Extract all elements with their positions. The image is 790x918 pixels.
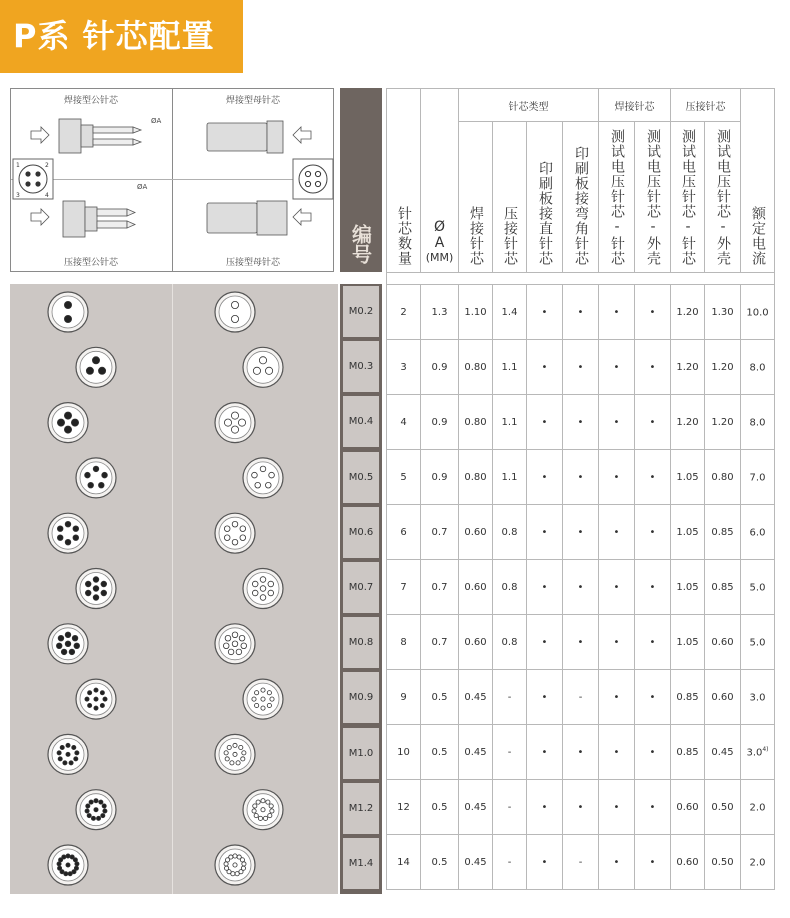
cell-pcb-straight: • xyxy=(527,725,563,780)
male-face-icon xyxy=(76,790,116,830)
header-dia-symbol: Ø xyxy=(433,219,446,235)
cell-solder-pin: 0.80 xyxy=(459,395,493,450)
cell-diameter: 0.5 xyxy=(421,780,459,835)
dim-a-label-2: ØA xyxy=(137,183,148,191)
cell-pin-count: 10 xyxy=(387,725,421,780)
cell-test-pin-shell: • xyxy=(635,285,671,340)
cell-diameter: 0.7 xyxy=(421,505,459,560)
header-current: 额定电流 xyxy=(750,206,766,266)
table-row xyxy=(387,285,775,340)
cell-rated-current: 5.0 xyxy=(741,560,775,615)
cell-rated-current: 8.0 xyxy=(741,340,775,395)
cell-pin-count: 14 xyxy=(387,835,421,890)
cell-solder-pin: 0.60 xyxy=(459,560,493,615)
cell-pcb-straight: • xyxy=(527,670,563,725)
code-header-label: 编号 xyxy=(348,224,373,264)
cell-pin-count: 4 xyxy=(387,395,421,450)
cell-test-pin-shell-c: 0.85 xyxy=(705,505,741,560)
male-face-icon xyxy=(76,458,116,498)
cell-test-pin-shell-c: 0.85 xyxy=(705,560,741,615)
cell-test-pin-pin-c: 0.85 xyxy=(671,725,705,780)
header-test-pin-shell: 测试电压针芯-外壳 xyxy=(645,129,661,266)
header-crimp: 压接针芯 xyxy=(502,206,518,266)
header-test-pin-shell-c: 测试电压针芯-外壳 xyxy=(715,129,731,266)
cell-test-pin-shell: • xyxy=(635,835,671,890)
cell-pcb-straight: • xyxy=(527,780,563,835)
male-face-icon xyxy=(48,403,88,443)
male-face-icon xyxy=(48,513,88,553)
cell-diameter: 0.5 xyxy=(421,835,459,890)
cell-test-pin-pin: • xyxy=(599,505,635,560)
cell-test-pin-pin: • xyxy=(599,835,635,890)
female-face-icon xyxy=(243,569,283,609)
cell-test-pin-pin-c: 0.85 xyxy=(671,670,705,725)
cell-pin-count: 2 xyxy=(387,285,421,340)
cell-test-pin-pin: • xyxy=(599,340,635,395)
cell-test-pin-shell: • xyxy=(635,670,671,725)
male-face-icon xyxy=(76,679,116,719)
cell-solder-pin: 0.45 xyxy=(459,780,493,835)
table-row xyxy=(387,670,775,725)
female-face-icon xyxy=(215,403,255,443)
header-pcb-angle: 印刷板接弯角针芯 xyxy=(573,146,589,266)
header-test-pin-pin: 测试电压针芯-针芯 xyxy=(609,129,625,266)
male-face-icon xyxy=(48,734,88,774)
cell-test-pin-shell-c: 0.60 xyxy=(705,670,741,725)
cell-test-pin-pin: • xyxy=(599,670,635,725)
header-pcb-straight: 印刷板接直针芯 xyxy=(537,161,553,266)
cell-pcb-angle: - xyxy=(563,835,599,890)
header-test-pin-pin-c: 测试电压针芯-针芯 xyxy=(680,129,696,266)
code-cell: M0.7 xyxy=(343,562,379,613)
code-header xyxy=(340,88,382,272)
footnote-mark: 4) xyxy=(762,745,769,753)
cell-diameter: 1.3 xyxy=(421,285,459,340)
cell-crimp-pin: - xyxy=(493,725,527,780)
female-face-icon xyxy=(243,790,283,830)
female-face-icon xyxy=(215,513,255,553)
cell-test-pin-pin: • xyxy=(599,725,635,780)
code-cell: M0.8 xyxy=(343,617,379,668)
cell-pcb-straight: • xyxy=(527,560,563,615)
cell-pcb-angle: • xyxy=(563,560,599,615)
cell-crimp-pin: - xyxy=(493,670,527,725)
cell-test-pin-pin: • xyxy=(599,615,635,670)
cell-crimp-pin: 0.8 xyxy=(493,615,527,670)
pin-number: 3 xyxy=(16,192,20,199)
cell-test-pin-shell-c: 0.45 xyxy=(705,725,741,780)
table-row xyxy=(387,725,775,780)
header-solder: 焊接针芯 xyxy=(468,206,484,266)
cell-test-pin-pin: • xyxy=(599,285,635,340)
cell-pcb-straight: • xyxy=(527,395,563,450)
female-face-icon xyxy=(243,458,283,498)
cell-solder-pin: 0.80 xyxy=(459,340,493,395)
cell-solder-pin: 0.60 xyxy=(459,615,493,670)
cell-pcb-straight: • xyxy=(527,450,563,505)
cell-diameter: 0.7 xyxy=(421,615,459,670)
cell-solder-pin: 0.45 xyxy=(459,670,493,725)
table-row xyxy=(387,340,775,395)
label-solder-female: 焊接型母针芯 xyxy=(225,96,280,106)
table-row xyxy=(387,615,775,670)
cell-solder-pin: 0.45 xyxy=(459,725,493,780)
cell-diameter: 0.5 xyxy=(421,725,459,780)
cell-test-pin-shell: • xyxy=(635,560,671,615)
cell-pin-count: 9 xyxy=(387,670,421,725)
cell-rated-current: 5.0 xyxy=(741,615,775,670)
cell-pcb-angle: • xyxy=(563,285,599,340)
cell-test-pin-shell: • xyxy=(635,615,671,670)
cell-solder-pin: 0.80 xyxy=(459,450,493,505)
connector-drawing xyxy=(11,89,335,273)
connector-illustration xyxy=(10,88,334,272)
female-face-icon xyxy=(215,734,255,774)
cell-test-pin-pin-c: 1.05 xyxy=(671,505,705,560)
cell-test-pin-pin-c: 1.20 xyxy=(671,340,705,395)
cell-rated-current: 8.0 xyxy=(741,395,775,450)
female-face-icon xyxy=(215,624,255,664)
table-row xyxy=(387,450,775,505)
cell-pcb-angle: • xyxy=(563,395,599,450)
connector-faces-panel xyxy=(10,284,338,894)
cell-rated-current: 2.0 xyxy=(741,835,775,890)
code-cell: M1.4 xyxy=(343,838,379,889)
table-row xyxy=(387,560,775,615)
cell-test-pin-pin-c: 1.05 xyxy=(671,615,705,670)
cell-test-pin-shell: • xyxy=(635,395,671,450)
cell-pcb-straight: • xyxy=(527,505,563,560)
cell-diameter: 0.9 xyxy=(421,340,459,395)
cell-crimp-pin: - xyxy=(493,780,527,835)
cell-test-pin-pin-c: 1.20 xyxy=(671,285,705,340)
table-row xyxy=(387,835,775,890)
cell-diameter: 0.9 xyxy=(421,395,459,450)
cell-crimp-pin: 1.1 xyxy=(493,340,527,395)
cell-pin-count: 5 xyxy=(387,450,421,505)
cell-crimp-pin: - xyxy=(493,835,527,890)
cell-test-pin-shell-c: 0.60 xyxy=(705,615,741,670)
cell-test-pin-pin: • xyxy=(599,450,635,505)
cell-pin-count: 7 xyxy=(387,560,421,615)
cell-rated-current: 10.0 xyxy=(741,285,775,340)
cell-pcb-angle: • xyxy=(563,615,599,670)
cell-test-pin-shell: • xyxy=(635,340,671,395)
cell-diameter: 0.7 xyxy=(421,560,459,615)
cell-pcb-straight: • xyxy=(527,285,563,340)
cell-test-pin-pin-c: 1.20 xyxy=(671,395,705,450)
code-cell: M0.5 xyxy=(343,452,379,503)
label-crimp-female: 压接型母针芯 xyxy=(225,258,280,268)
page-title: P系 针芯配置 xyxy=(0,0,243,73)
cell-rated-current: 6.0 xyxy=(741,505,775,560)
table-row xyxy=(387,395,775,450)
pin-number: 2 xyxy=(45,162,49,169)
code-cell: M1.2 xyxy=(343,783,379,834)
cell-diameter: 0.5 xyxy=(421,670,459,725)
code-cell: M0.6 xyxy=(343,507,379,558)
cell-solder-pin: 1.10 xyxy=(459,285,493,340)
label-crimp-male: 压接型公针芯 xyxy=(63,258,118,268)
cell-pcb-angle: • xyxy=(563,450,599,505)
cell-test-pin-pin-c: 1.05 xyxy=(671,450,705,505)
header-pin-type: 针芯类型 xyxy=(459,89,599,122)
table-row xyxy=(387,505,775,560)
cell-pcb-straight: • xyxy=(527,340,563,395)
cell-pin-count: 6 xyxy=(387,505,421,560)
cell-test-pin-pin-c: 0.60 xyxy=(671,780,705,835)
cell-test-pin-shell: • xyxy=(635,450,671,505)
dim-a-label-1: ØA xyxy=(151,117,162,125)
female-face-icon xyxy=(215,292,255,332)
cell-pcb-angle: • xyxy=(563,505,599,560)
cell-pin-count: 12 xyxy=(387,780,421,835)
cell-test-pin-shell-c: 0.50 xyxy=(705,835,741,890)
cell-crimp-pin: 1.1 xyxy=(493,395,527,450)
cell-test-pin-shell-c: 0.80 xyxy=(705,450,741,505)
cell-test-pin-shell-c: 1.20 xyxy=(705,395,741,450)
cell-test-pin-pin: • xyxy=(599,395,635,450)
cell-test-pin-shell: • xyxy=(635,725,671,780)
cell-test-pin-shell-c: 0.50 xyxy=(705,780,741,835)
header-pin-count: 针芯数量 xyxy=(396,206,412,266)
pin-number: 4 xyxy=(45,192,49,199)
male-face-icon xyxy=(76,569,116,609)
cell-rated-current: 7.0 xyxy=(741,450,775,505)
cell-diameter: 0.9 xyxy=(421,450,459,505)
cell-crimp-pin: 0.8 xyxy=(493,560,527,615)
cell-solder-pin: 0.45 xyxy=(459,835,493,890)
cell-pin-count: 3 xyxy=(387,340,421,395)
cell-test-pin-shell-c: 1.30 xyxy=(705,285,741,340)
cell-pcb-straight: • xyxy=(527,835,563,890)
header-dia-a: A xyxy=(434,235,445,251)
header-dia-unit: (MM) xyxy=(425,251,454,264)
header-solder-group: 焊接针芯 xyxy=(599,89,671,122)
cell-pcb-angle: • xyxy=(563,780,599,835)
label-solder-male: 焊接型公针芯 xyxy=(63,96,118,106)
cell-rated-current: 3.0 xyxy=(741,670,775,725)
cell-rated-current: 2.0 xyxy=(741,780,775,835)
male-face-icon xyxy=(48,292,88,332)
male-face-icon xyxy=(76,347,116,387)
cell-test-pin-pin: • xyxy=(599,780,635,835)
pin-number: 1 xyxy=(16,162,20,169)
cell-test-pin-pin-c: 1.05 xyxy=(671,560,705,615)
cell-crimp-pin: 1.1 xyxy=(493,450,527,505)
cell-crimp-pin: 0.8 xyxy=(493,505,527,560)
cell-crimp-pin: 1.4 xyxy=(493,285,527,340)
code-cell: M0.2 xyxy=(343,286,379,337)
code-cell: M1.0 xyxy=(343,728,379,779)
header-crimp-group: 压接针芯 xyxy=(671,89,741,122)
cell-test-pin-pin-c: 0.60 xyxy=(671,835,705,890)
cell-test-pin-pin: • xyxy=(599,560,635,615)
connector-faces xyxy=(10,284,338,894)
cell-test-pin-shell-c: 1.20 xyxy=(705,340,741,395)
code-cell: M0.3 xyxy=(343,341,379,392)
cell-pcb-angle: - xyxy=(563,670,599,725)
female-face-icon xyxy=(243,679,283,719)
cell-pcb-angle: • xyxy=(563,725,599,780)
code-cell: M0.9 xyxy=(343,672,379,723)
spec-table xyxy=(386,88,775,890)
cell-rated-current: 3.0$^{4)}$ xyxy=(741,725,775,780)
male-face-icon xyxy=(48,845,88,885)
table-row xyxy=(387,780,775,835)
female-face-icon xyxy=(243,347,283,387)
code-column xyxy=(340,284,382,894)
cell-pin-count: 8 xyxy=(387,615,421,670)
code-cell: M0.4 xyxy=(343,396,379,447)
cell-test-pin-shell: • xyxy=(635,505,671,560)
cell-pcb-straight: • xyxy=(527,615,563,670)
female-face-icon xyxy=(215,845,255,885)
male-face-icon xyxy=(48,624,88,664)
cell-test-pin-shell: • xyxy=(635,780,671,835)
cell-pcb-angle: • xyxy=(563,340,599,395)
cell-solder-pin: 0.60 xyxy=(459,505,493,560)
